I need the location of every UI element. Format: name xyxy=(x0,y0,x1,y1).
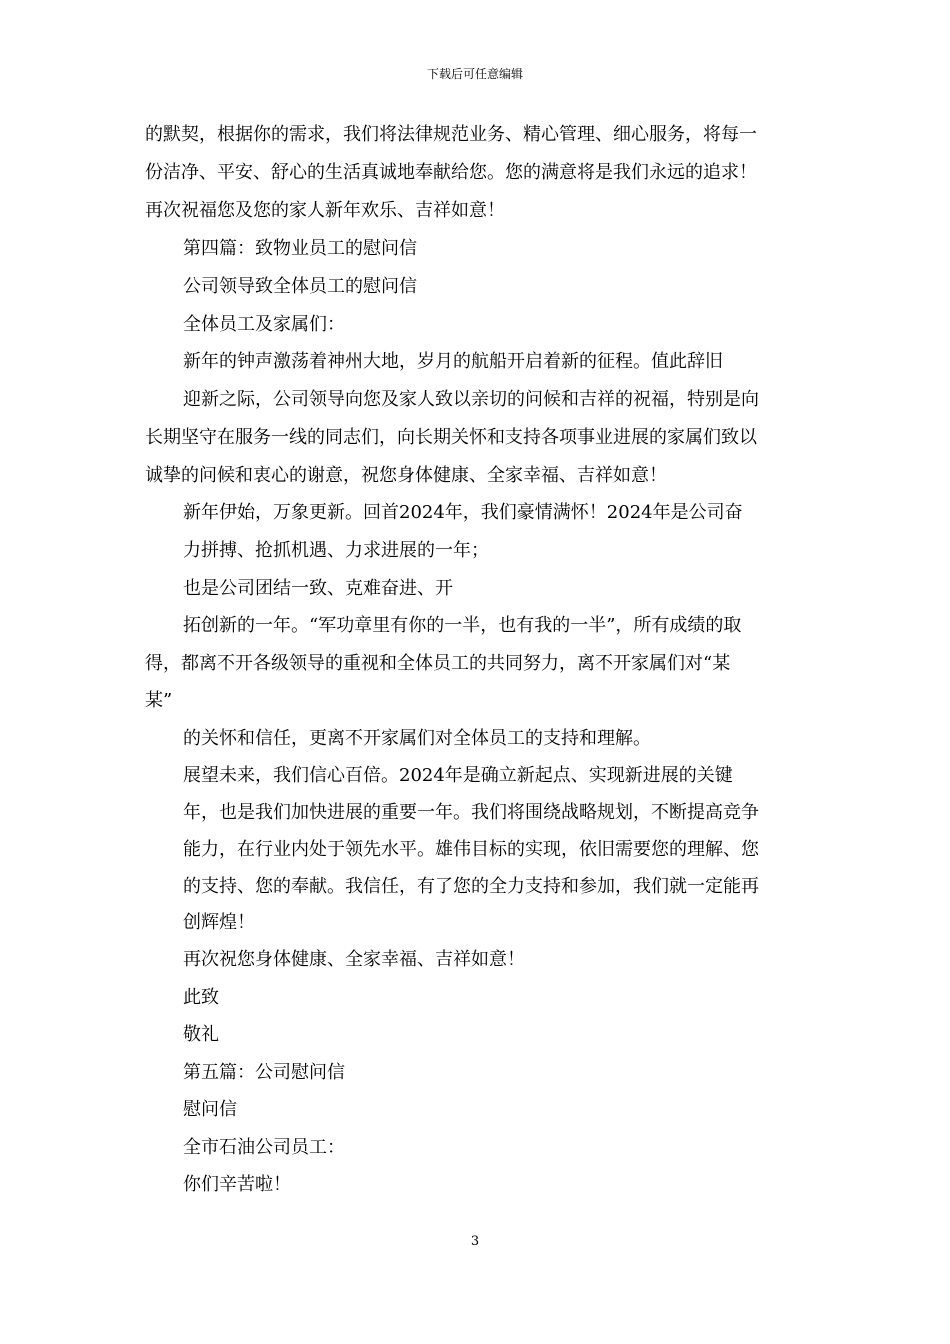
closing-line: 敬礼 xyxy=(183,1024,219,1045)
body-line: 新年的钟声激荡着神州大地，岁月的航船开启着新的征程。值此辞旧 xyxy=(183,351,723,372)
letter-title: 慰问信 xyxy=(183,1099,237,1120)
page-number: 3 xyxy=(470,1234,480,1249)
page-header-note: 下载后可任意编辑 xyxy=(426,67,523,81)
body-line: 拓创新的一年。“军功章里有你的一半，也有我的一半”，所有成绩的取 xyxy=(183,615,742,636)
body-line: 力拼搏、抢抓机遇、力求进展的一年； xyxy=(183,540,489,561)
section-heading: 第五篇：公司慰问信 xyxy=(183,1062,345,1083)
body-line: 迎新之际，公司领导向您及家人致以亲切的问候和吉祥的祝福，特别是向 xyxy=(183,389,759,410)
body-line: 也是公司团结一致、克难奋进、开 xyxy=(183,578,453,599)
body-line: 再次祝福您及您的家人新年欢乐、吉祥如意！ xyxy=(145,200,505,221)
section-heading: 第四篇：致物业员工的慰问信 xyxy=(183,238,417,259)
body-line: 长期坚守在服务一线的同志们，向长期关怀和支持各项事业进展的家属们致以 xyxy=(145,427,757,448)
body-line: 诚挚的问候和衷心的谢意，祝您身体健康、全家幸福、吉祥如意！ xyxy=(145,465,667,486)
body-line: 的默契，根据你的需求，我们将法律规范业务、精心管理、细心服务，将每一 xyxy=(145,124,757,145)
body-line: 新年伊始，万象更新。回首2024年，我们豪情满怀！2024年是公司奋 xyxy=(183,502,743,523)
body-line: 你们辛苦啦！ xyxy=(183,1174,291,1195)
body-line: 的关怀和信任，更离不开家属们对全体员工的支持和理解。 xyxy=(183,728,651,749)
body-line: 的支持、您的奉献。我信任，有了您的全力支持和参加，我们就一定能再 xyxy=(183,876,759,897)
body-line: 份洁净、平安、舒心的生活真诚地奉献给您。您的满意将是我们永远的追求！ xyxy=(145,162,757,183)
body-line: 再次祝您身体健康、全家幸福、吉祥如意！ xyxy=(183,949,525,970)
body-line: 某” xyxy=(145,690,173,711)
letter-title: 公司领导致全体员工的慰问信 xyxy=(183,276,417,297)
body-line: 展望未来，我们信心百倍。2024年是确立新起点、实现新进展的关键 xyxy=(183,765,733,786)
body-line: 年，也是我们加快进展的重要一年。我们将围绕战略规划，不断提高竞争 xyxy=(183,802,759,823)
body-line: 得，都离不开各级领导的重视和全体员工的共同努力，离不开家属们对“某 xyxy=(145,653,731,674)
closing-line: 此致 xyxy=(183,987,219,1008)
letter-salutation: 全体员工及家属们： xyxy=(183,314,345,335)
body-line: 创辉煌！ xyxy=(183,912,255,933)
body-line: 能力，在行业内处于领先水平。雄伟目标的实现，依旧需要您的理解、您 xyxy=(183,839,759,860)
letter-salutation: 全市石油公司员工： xyxy=(183,1137,345,1158)
